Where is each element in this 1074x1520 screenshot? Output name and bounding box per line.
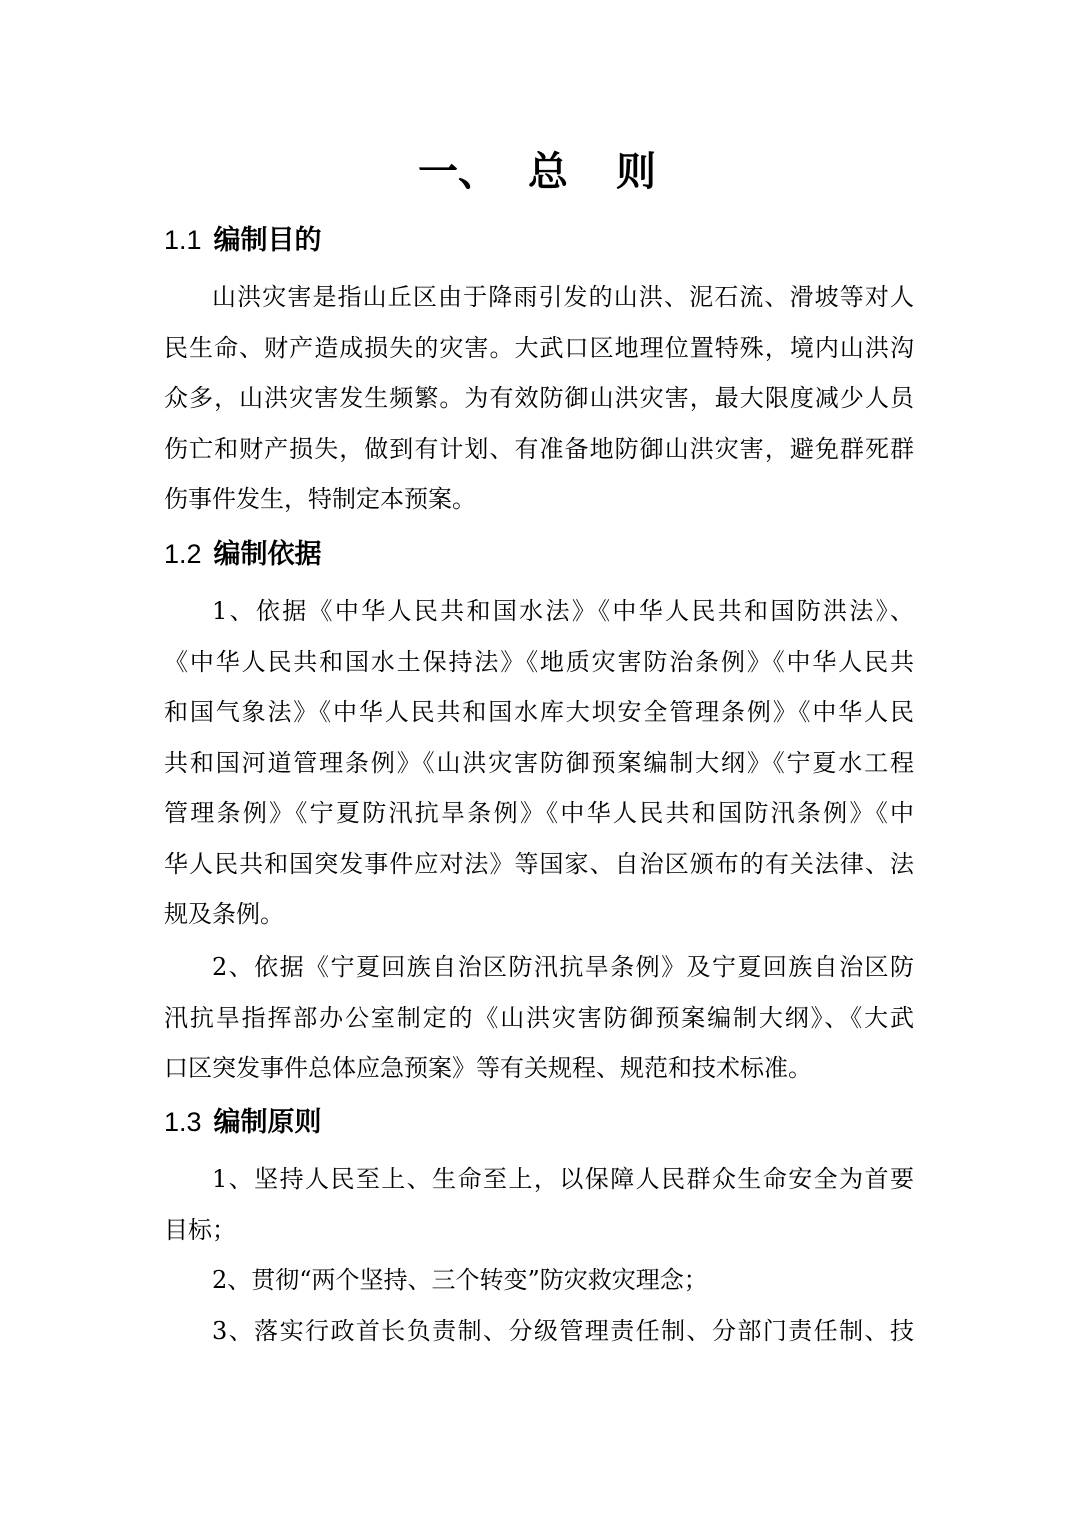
chapter-title-char-1: 总 (528, 149, 568, 195)
text-line: 2、贯彻“两个坚持、三个转变”防灾救灾理念； (212, 1266, 708, 1294)
paragraph-1-3-3 (164, 1306, 914, 1357)
text-line: 共和国河道管理条例》《山洪灾害防御预案编制大纲》《宁夏水工程 (164, 748, 914, 777)
paragraph-1-1-1 (164, 272, 914, 525)
section-title: 编制依据 (213, 539, 322, 570)
text-line: 和国气象法》《中华人民共和国水库大坝安全管理条例》《中华人民 (164, 698, 914, 726)
section-heading-1-2 (164, 534, 322, 575)
section-number: 1.3 (164, 1107, 202, 1137)
section-number: 1.2 (164, 539, 202, 569)
text-line: 3、落实行政首长负责制、分级管理责任制、分部门责任制、技 (212, 1317, 914, 1345)
text-line: 1、坚持人民至上、生命至上，以保障人民群众生命安全为首要 (212, 1165, 914, 1193)
text-line: 伤事件发生，特制定本预案。 (164, 485, 476, 513)
paragraph-1-2-2 (164, 942, 914, 1094)
chapter-title (0, 146, 1074, 198)
paragraph-1-2-1 (164, 586, 914, 940)
section-title: 编制原则 (213, 1107, 322, 1138)
text-line: 山洪灾害是指山丘区由于降雨引发的山洪、泥石流、滑坡等对人 (212, 283, 914, 311)
text-line: 2、依据《宁夏回族自治区防汛抗旱条例》及宁夏回族自治区防 (212, 953, 914, 981)
text-line: 伤亡和财产损失，做到有计划、有准备地防御山洪灾害，避免群死群 (164, 434, 914, 463)
text-line: 管理条例》《宁夏防汛抗旱条例》《中华人民共和国防汛条例》《中 (164, 799, 914, 827)
section-heading-1-3 (164, 1102, 322, 1143)
text-line: 汛抗旱指挥部办公室制定的《山洪灾害防御预案编制大纲》、《大武 (164, 1003, 914, 1032)
section-title: 编制目的 (213, 225, 322, 256)
paragraph-1-3-1 (164, 1154, 914, 1255)
paragraph-1-3-2 (164, 1255, 914, 1306)
section-heading-1-1 (164, 220, 322, 261)
text-line: 华人民共和国突发事件应对法》等国家、自治区颁布的有关法律、法 (164, 849, 914, 878)
text-line: 民生命、财产造成损失的灾害。大武口区地理位置特殊，境内山洪沟 (164, 333, 914, 362)
text-line: 1、依据《中华人民共和国水法》《中华人民共和国防洪法》、 (212, 597, 914, 625)
chapter-title-char-2: 则 (616, 149, 656, 195)
text-line: 众多，山洪灾害发生频繁。为有效防御山洪灾害，最大限度减少人员 (164, 384, 914, 412)
chapter-number: 一、 (418, 149, 498, 195)
text-line: 规及条例。 (164, 900, 284, 928)
section-number: 1.1 (164, 225, 202, 255)
text-line: 目标； (164, 1215, 236, 1244)
text-line: 《中华人民共和国水土保持法》《地质灾害防治条例》《中华人民共 (164, 647, 914, 676)
text-line: 口区突发事件总体应急预案》等有关规程、规范和技术标准。 (164, 1054, 812, 1082)
